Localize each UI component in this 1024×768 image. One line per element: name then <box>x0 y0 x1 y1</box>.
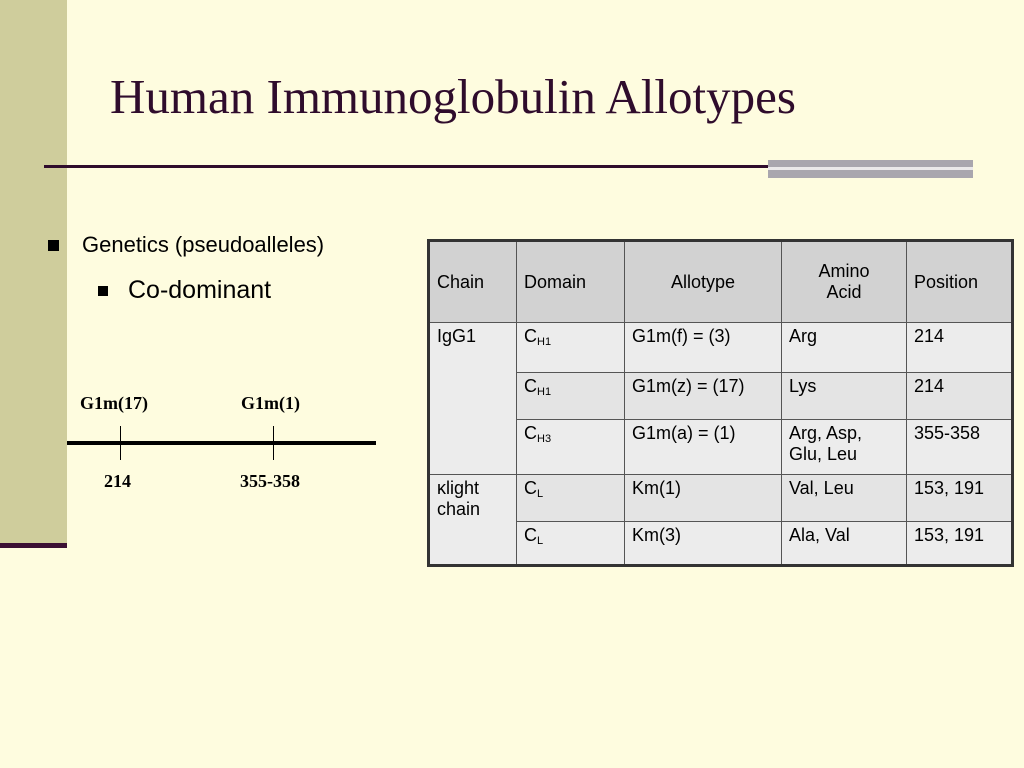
left-decorative-bar <box>0 0 67 546</box>
table-row <box>429 420 1013 474</box>
bullet-genetics <box>48 232 324 258</box>
marker-label: G1m(1) <box>241 393 300 413</box>
cell-allotype: G1m(f) = (3) <box>625 323 782 373</box>
cell-domain <box>517 323 625 373</box>
slide-title: Human Immunoglobulin Allotypes <box>110 69 796 124</box>
domain-main: C <box>524 326 537 346</box>
header-domain: Domain <box>517 241 625 323</box>
marker-label: G1m(17) <box>80 393 148 413</box>
domain-main: C <box>524 524 537 545</box>
cell-domain <box>517 521 625 565</box>
cell-position: 214 <box>907 373 1013 420</box>
domain-subscript: H1 <box>537 336 552 348</box>
header-amino-acid <box>782 241 907 323</box>
cell-allotype: Km(3) <box>625 521 782 565</box>
cell-chain: κlight chain <box>429 474 517 565</box>
cell-position: 214 <box>907 323 1013 373</box>
left-bar-accent-line <box>0 543 67 548</box>
domain-subscript: L <box>537 534 544 547</box>
domain-subscript: H3 <box>537 433 552 446</box>
square-bullet-icon <box>48 240 59 251</box>
cell-amino-acid: Val, Leu <box>782 474 907 521</box>
header-amino-line2: Acid <box>826 282 862 302</box>
marker-tick <box>273 426 274 460</box>
square-bullet-icon <box>98 286 108 296</box>
marker-position: 355-358 <box>240 471 300 491</box>
table-row <box>429 474 1013 521</box>
cell-allotype: G1m(z) = (17) <box>625 373 782 420</box>
cell-amino-acid: Arg <box>782 323 907 373</box>
domain-main: C <box>524 423 537 444</box>
cell-position: 153, 191 <box>907 521 1013 565</box>
cell-amino-acid: Ala, Val <box>782 521 907 565</box>
header-amino-line1: Amino <box>818 261 870 281</box>
cell-allotype: G1m(a) = (1) <box>625 420 782 474</box>
domain-subscript: H1 <box>537 386 552 399</box>
bullet-text: Co-dominant <box>128 276 272 304</box>
header-chain: Chain <box>429 241 517 323</box>
cell-position: 153, 191 <box>907 474 1013 521</box>
sub-bullet-codominant <box>98 276 271 305</box>
cell-domain <box>517 474 625 521</box>
cell-amino-acid: Lys <box>782 373 907 420</box>
allotype-table <box>427 239 1014 567</box>
cell-chain: IgG1 <box>429 323 517 475</box>
table-row <box>429 521 1013 565</box>
marker-position: 214 <box>104 471 131 491</box>
cell-position: 355-358 <box>907 420 1013 474</box>
cell-allotype: Km(1) <box>625 474 782 521</box>
title-accent-bar <box>768 160 973 178</box>
domain-main: C <box>524 477 537 498</box>
domain-main: C <box>524 376 537 397</box>
bullet-text: Genetics (pseudoalleles) <box>82 232 325 257</box>
cell-domain <box>517 373 625 420</box>
header-position: Position <box>907 241 1013 323</box>
header-allotype: Allotype <box>625 241 782 323</box>
table-row <box>429 323 1013 373</box>
cell-amino-acid: Arg, Asp, Glu, Leu <box>782 420 907 474</box>
title-underline <box>44 165 769 168</box>
domain-subscript: L <box>537 487 544 500</box>
table-row <box>429 373 1013 420</box>
cell-domain <box>517 420 625 474</box>
chromosome-line <box>67 441 376 445</box>
table-header-row <box>429 241 1013 323</box>
marker-tick <box>120 426 121 460</box>
